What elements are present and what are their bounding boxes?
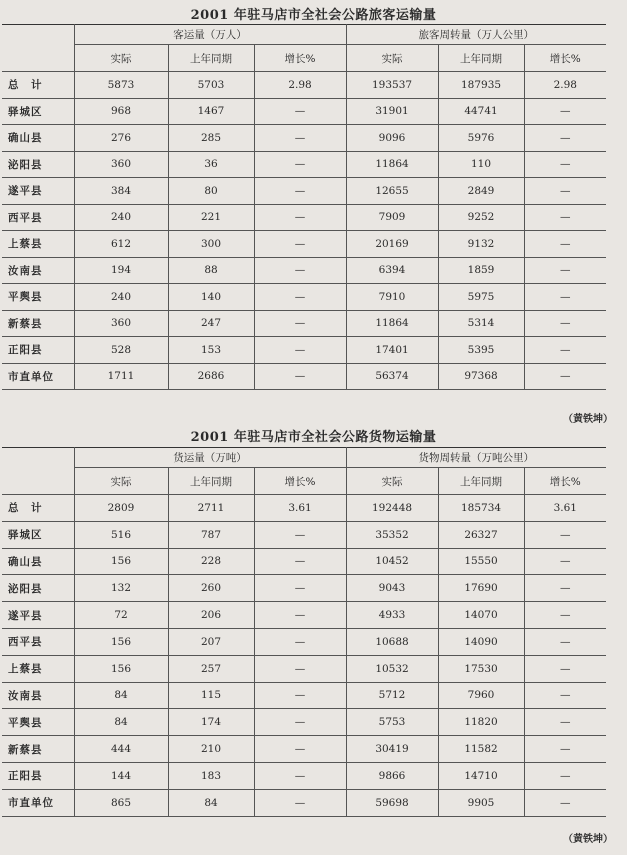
table-cell: 11864 [346,310,438,337]
table-cell: 20169 [346,231,438,258]
table-row [2,736,606,763]
col-header: 上年同期 [168,45,254,72]
table-cell: 9096 [346,125,438,152]
table-cell: 156 [74,655,168,682]
table-cell: — [254,125,346,152]
table-cell: 3.61 [524,495,606,522]
table-cell: — [524,204,606,231]
table-cell: — [254,98,346,125]
table-cell: — [524,310,606,337]
table-cell: 84 [168,789,254,816]
table-row [2,548,606,575]
table-cell: — [524,709,606,736]
table-cell: 528 [74,337,168,364]
row-label: 正阳县 [2,337,74,364]
row-label: 汝南县 [2,257,74,284]
table-row [2,655,606,682]
table-row [2,284,606,311]
table-cell: 221 [168,204,254,231]
row-label: 西平县 [2,628,74,655]
table-row [2,789,606,816]
table-cell: 5703 [168,72,254,99]
table-cell: 115 [168,682,254,709]
table-cell: — [254,575,346,602]
col-header: 增长% [254,468,346,495]
table-cell: 4933 [346,602,438,629]
table-cell: — [254,310,346,337]
table-cell: 1859 [438,257,524,284]
table-cell: 84 [74,709,168,736]
table-cell: 26327 [438,521,524,548]
table-cell: — [254,231,346,258]
table-cell: 14710 [438,762,524,789]
table-cell: 1467 [168,98,254,125]
row-label: 汝南县 [2,682,74,709]
freight-group2-header: 货物周转量（万吨公里） [346,448,606,468]
table-cell: 5395 [438,337,524,364]
table-cell: 72 [74,602,168,629]
table-cell: — [254,178,346,205]
row-label: 驿城区 [2,521,74,548]
table-row [2,125,606,152]
table-cell: 6394 [346,257,438,284]
table-cell: 11582 [438,736,524,763]
table-cell: — [524,789,606,816]
table-cell: — [524,736,606,763]
table-cell: 210 [168,736,254,763]
table-cell: 193537 [346,72,438,99]
table-cell: 14090 [438,628,524,655]
row-label: 新蔡县 [2,310,74,337]
table-cell: — [254,257,346,284]
table-cell: 228 [168,548,254,575]
table-row [2,575,606,602]
table-cell: 10532 [346,655,438,682]
row-label: 泌阳县 [2,575,74,602]
table-cell: 30419 [346,736,438,763]
table-cell: 5712 [346,682,438,709]
col-header: 实际 [346,468,438,495]
table-cell: — [254,789,346,816]
table-cell: 206 [168,602,254,629]
table-cell: 5873 [74,72,168,99]
table-cell: 15550 [438,548,524,575]
freight-header-row-1 [2,448,606,468]
freight-table-body [2,495,606,817]
table-cell: 187935 [438,72,524,99]
col-header: 上年同期 [438,468,524,495]
freight-group1-header: 货运量（万吨） [74,448,346,468]
table-cell: 2.98 [524,72,606,99]
row-label: 遂平县 [2,178,74,205]
table-cell: 156 [74,548,168,575]
table-cell: — [524,682,606,709]
table-cell: 5314 [438,310,524,337]
row-label: 上蔡县 [2,655,74,682]
table-cell: 2.98 [254,72,346,99]
table-cell: — [254,655,346,682]
table-cell: — [524,231,606,258]
row-label: 遂平县 [2,602,74,629]
table-cell: — [254,521,346,548]
row-label: 平舆县 [2,284,74,311]
table-cell: 260 [168,575,254,602]
col-header: 增长% [524,45,606,72]
freight-table-title: 2001 年驻马店市全社会公路货物运输量 [190,430,437,445]
row-label: 西平县 [2,204,74,231]
freight-source-credit: （黄铁坤） [563,834,613,845]
table-cell: 9132 [438,231,524,258]
table-cell: 14070 [438,602,524,629]
table-cell: 300 [168,231,254,258]
table-cell: 7909 [346,204,438,231]
table-cell: — [254,337,346,364]
freight-table [2,447,606,817]
table-cell: 3.61 [254,495,346,522]
table-cell: 2809 [74,495,168,522]
table-cell: 240 [74,204,168,231]
table-row [2,762,606,789]
col-header: 实际 [346,45,438,72]
table-cell: — [524,548,606,575]
table-row [2,682,606,709]
table-cell: 31901 [346,98,438,125]
table-row [2,628,606,655]
table-cell: — [524,602,606,629]
col-header: 上年同期 [168,468,254,495]
table-row [2,495,606,522]
table-cell: 444 [74,736,168,763]
table-cell: 11820 [438,709,524,736]
row-label: 总 计 [2,495,74,522]
table-row [2,72,606,99]
table-cell: — [524,628,606,655]
table-cell: — [254,762,346,789]
table-cell: 12655 [346,178,438,205]
col-header: 实际 [74,468,168,495]
row-label: 正阳县 [2,762,74,789]
passenger-source-credit: （黄铁坤） [563,414,613,425]
table-cell: 194 [74,257,168,284]
table-cell: 7960 [438,682,524,709]
table-cell: 88 [168,257,254,284]
table-cell: — [254,151,346,178]
col-header: 实际 [74,45,168,72]
table-cell: 240 [74,284,168,311]
table-cell: 5975 [438,284,524,311]
table-row [2,363,606,390]
table-cell: — [254,548,346,575]
table-cell: 44741 [438,98,524,125]
table-cell: 140 [168,284,254,311]
table-cell: 384 [74,178,168,205]
table-cell: — [524,125,606,152]
table-row [2,257,606,284]
table-cell: — [254,363,346,390]
table-cell: — [524,521,606,548]
table-cell: 84 [74,682,168,709]
table-cell: — [254,709,346,736]
table-cell: 56374 [346,363,438,390]
col-header: 增长% [254,45,346,72]
table-cell: 2711 [168,495,254,522]
table-cell: 360 [74,310,168,337]
table-cell: 10688 [346,628,438,655]
passenger-header-corner [2,25,74,72]
table-cell: 5976 [438,125,524,152]
table-cell: 132 [74,575,168,602]
table-cell: 17401 [346,337,438,364]
table-cell: 9866 [346,762,438,789]
table-cell: 144 [74,762,168,789]
passenger-group1-header: 客运量（万人） [74,25,346,45]
table-row [2,98,606,125]
table-cell: 968 [74,98,168,125]
table-cell: 156 [74,628,168,655]
row-label: 总 计 [2,72,74,99]
table-cell: 17690 [438,575,524,602]
row-label: 新蔡县 [2,736,74,763]
table-cell: 183 [168,762,254,789]
table-row [2,709,606,736]
table-cell: 59698 [346,789,438,816]
table-cell: 285 [168,125,254,152]
table-cell: 10452 [346,548,438,575]
table-cell: — [254,682,346,709]
table-cell: — [524,178,606,205]
table-cell: 80 [168,178,254,205]
table-cell: 2686 [168,363,254,390]
table-cell: 97368 [438,363,524,390]
row-label: 上蔡县 [2,231,74,258]
table-cell: — [254,284,346,311]
table-cell: 9252 [438,204,524,231]
freight-header-corner [2,448,74,495]
row-label: 确山县 [2,125,74,152]
table-row [2,602,606,629]
table-cell: 360 [74,151,168,178]
table-cell: — [254,204,346,231]
table-cell: 11864 [346,151,438,178]
table-cell: 257 [168,655,254,682]
col-header: 增长% [524,468,606,495]
passenger-group2-header: 旅客周转量（万人公里） [346,25,606,45]
passenger-header-row-2 [2,45,606,72]
table-cell: 787 [168,521,254,548]
table-cell: — [524,151,606,178]
table-cell: — [254,602,346,629]
passenger-table [2,24,606,390]
row-label: 驿城区 [2,98,74,125]
table-cell: — [524,363,606,390]
table-cell: — [254,628,346,655]
table-cell: 276 [74,125,168,152]
table-cell: — [524,337,606,364]
table-cell: 612 [74,231,168,258]
freight-header-row-2 [2,468,606,495]
table-cell: — [524,98,606,125]
table-cell: 516 [74,521,168,548]
passenger-table-body [2,72,606,390]
table-cell: 174 [168,709,254,736]
table-cell: 5753 [346,709,438,736]
table-cell: 36 [168,151,254,178]
row-label: 平舆县 [2,709,74,736]
table-row [2,204,606,231]
table-cell: 2849 [438,178,524,205]
table-row [2,178,606,205]
table-cell: 17530 [438,655,524,682]
table-cell: 185734 [438,495,524,522]
col-header: 上年同期 [438,45,524,72]
passenger-header-row-1 [2,25,606,45]
table-cell: 7910 [346,284,438,311]
row-label: 市直单位 [2,789,74,816]
table-cell: 110 [438,151,524,178]
table-cell: — [524,257,606,284]
table-cell: 153 [168,337,254,364]
table-cell: 192448 [346,495,438,522]
row-label: 市直单位 [2,363,74,390]
table-row [2,310,606,337]
table-cell: 9043 [346,575,438,602]
table-cell: 247 [168,310,254,337]
table-cell: — [524,655,606,682]
table-cell: — [254,736,346,763]
row-label: 确山县 [2,548,74,575]
table-cell: 9905 [438,789,524,816]
passenger-table-title: 2001 年驻马店市全社会公路旅客运输量 [190,8,437,23]
table-row [2,521,606,548]
table-cell: 1711 [74,363,168,390]
table-cell: 865 [74,789,168,816]
table-cell: — [524,284,606,311]
table-row [2,151,606,178]
table-cell: 207 [168,628,254,655]
table-cell: — [524,575,606,602]
table-row [2,231,606,258]
table-cell: 35352 [346,521,438,548]
row-label: 泌阳县 [2,151,74,178]
table-row [2,337,606,364]
table-cell: — [524,762,606,789]
